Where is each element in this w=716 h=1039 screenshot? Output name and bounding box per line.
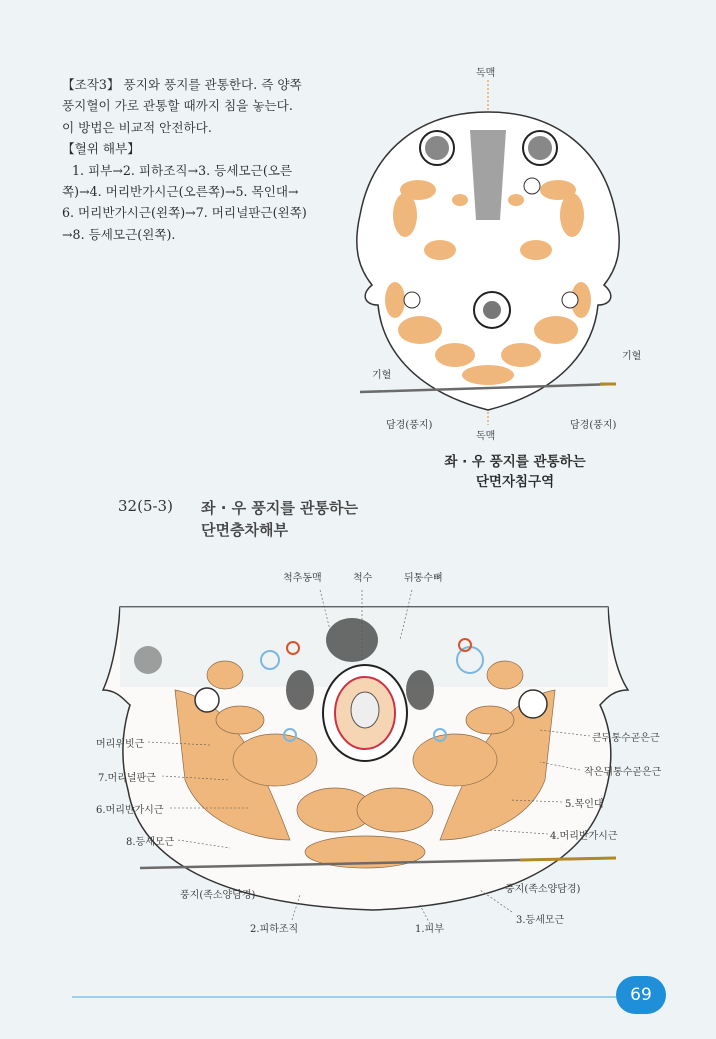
label-dumaek-bottom: 독맥 xyxy=(476,431,496,442)
label-spinal-cord: 척수 xyxy=(353,573,373,584)
label-rectus-major: 큰뒤통수곧은근 xyxy=(592,733,660,744)
label-semispinalis-right: 4.머리반가시근 xyxy=(550,831,618,842)
label-rectus-minor: 작은뒤통수곧은근 xyxy=(584,767,662,778)
label-damgyeong-right: 담경(풍지) xyxy=(570,420,617,431)
label-nuchal-ligament: 5.목인대 xyxy=(565,799,604,810)
label-vertebral-artery: 척추동맥 xyxy=(283,573,322,584)
label-occipital-bone: 뒤통수뼈 xyxy=(404,573,443,584)
label-damgyeong-left: 담경(풍지) xyxy=(386,420,433,431)
paragraph-line: 【조작3】 풍지와 풍지를 관통한다. 즉 양쪽 xyxy=(62,77,302,92)
label-trapezius-right: 3.등세모근 xyxy=(516,915,565,926)
section-title-line: 단면층차해부 xyxy=(201,521,288,539)
paragraph-line: 풍지혈이 가로 관통할 때까지 침을 놓는다. xyxy=(62,98,293,114)
footer-line xyxy=(72,996,616,998)
caption-line: 단면자침구역 xyxy=(475,474,555,490)
label-pungji-right: 풍지(족소양담경) xyxy=(505,884,581,895)
label-skin: 1.피부 xyxy=(415,924,444,935)
page-number-badge: 69 xyxy=(616,976,666,1014)
caption-line: 좌 · 우 풍지를 관통하는 xyxy=(444,454,586,470)
label-dumaek-top: 독맥 xyxy=(476,68,496,79)
section-title-line: 좌 · 우 풍지를 관통하는 xyxy=(201,499,358,517)
section-number: 32(5-3) xyxy=(118,497,173,515)
label-giheol-right: 기혈 xyxy=(622,351,642,362)
paragraph-line: 이 방법은 비교적 안전하다. xyxy=(62,119,212,135)
label-giheol-left: 기혈 xyxy=(372,370,392,381)
label-pungji-left: 풍지(족소양담경) xyxy=(180,890,256,901)
label-trapezius-left: 8.등세모근 xyxy=(126,837,175,848)
paragraph-line: 【혈위 해부】 xyxy=(62,141,140,157)
paragraph-line: →8. 등세모근(왼쪽). xyxy=(62,226,176,242)
label-semispinalis-left: 6.머리반가시근 xyxy=(96,805,164,816)
label-subcutaneous: 2.피하조직 xyxy=(250,924,299,935)
label-splenius-capitis: 7.머리널판근 xyxy=(98,773,156,784)
paragraph-line: 1. 피부→2. 피하조직→3. 등세모근(오른 xyxy=(72,162,293,178)
paragraph-line: 쪽)→4. 머리반가시근(오른쪽)→5. 목인대→ xyxy=(62,184,299,200)
label-obliquus-capitis: 머리위빗근 xyxy=(96,739,145,750)
paragraph-line: 6. 머리반가시근(왼쪽)→7. 머리널판근(왼쪽) xyxy=(62,205,307,221)
